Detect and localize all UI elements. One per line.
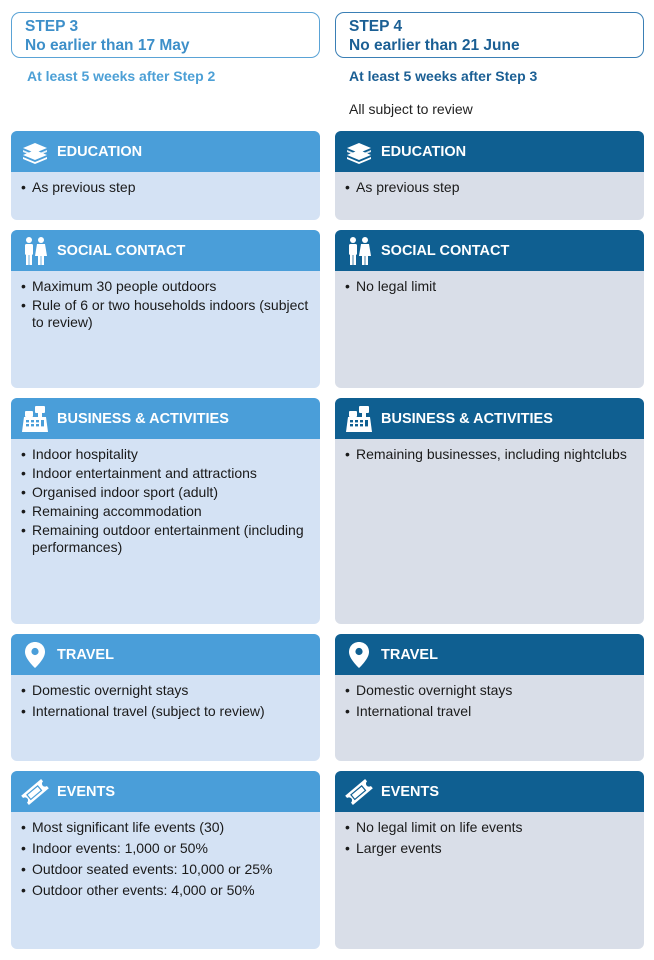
list-item: • Indoor entertainment and attractions — [21, 465, 312, 482]
social-contact-card — [11, 230, 320, 388]
ticket-icon — [344, 777, 374, 807]
people-icon — [20, 236, 50, 266]
card-title: EVENTS — [57, 783, 116, 800]
card-header — [335, 771, 644, 812]
card-header — [11, 634, 320, 675]
list-item: • No legal limit on life events — [345, 819, 636, 836]
social-contact-card — [335, 230, 644, 388]
card-header — [11, 771, 320, 812]
business-activities-card — [335, 398, 644, 624]
list-item: • As previous step — [21, 179, 312, 196]
step-title: STEP 4 — [349, 18, 403, 35]
card-header — [335, 398, 644, 439]
card-title: BUSINESS & ACTIVITIES — [57, 410, 229, 427]
card-header — [11, 230, 320, 271]
card-title: SOCIAL CONTACT — [381, 242, 510, 259]
list-item: • Outdoor other events: 4,000 or 50% — [21, 882, 312, 899]
card-header — [11, 131, 320, 172]
list-item: • Most significant life events (30) — [21, 819, 312, 836]
card-header — [335, 634, 644, 675]
review-note: All subject to review — [349, 101, 473, 117]
card-body — [335, 812, 644, 857]
card-body — [11, 439, 320, 556]
card-title: BUSINESS & ACTIVITIES — [381, 410, 553, 427]
cash-register-icon — [20, 404, 50, 434]
list-item: • Outdoor seated events: 10,000 or 25% — [21, 861, 312, 878]
card-body — [11, 271, 320, 331]
list-item: • International travel (subject to review) — [21, 703, 312, 720]
list-item: • Maximum 30 people outdoors — [21, 278, 312, 295]
location-pin-icon — [20, 640, 50, 670]
travel-card — [335, 634, 644, 761]
list-item: • Larger events — [345, 840, 636, 857]
list-item: • Rule of 6 or two households indoors (subject to review) — [21, 297, 312, 331]
list-item: • Remaining businesses, including nightclubs — [345, 446, 636, 463]
card-body — [335, 271, 644, 295]
step-date: No earlier than 21 June — [349, 37, 520, 54]
step-timing: At least 5 weeks after Step 3 — [349, 68, 538, 84]
step-title: STEP 3 — [25, 18, 79, 35]
list-item: • Domestic overnight stays — [21, 682, 312, 699]
education-card — [11, 131, 320, 220]
card-header — [335, 131, 644, 172]
list-item: • Organised indoor sport (adult) — [21, 484, 312, 501]
events-card — [11, 771, 320, 949]
people-icon — [344, 236, 374, 266]
card-body — [335, 675, 644, 720]
card-title: TRAVEL — [381, 646, 438, 663]
step-timing: At least 5 weeks after Step 2 — [27, 68, 216, 84]
education-card — [335, 131, 644, 220]
list-item: • Indoor hospitality — [21, 446, 312, 463]
list-item: • International travel — [345, 703, 636, 720]
list-item: • Remaining accommodation — [21, 503, 312, 520]
ticket-icon — [20, 777, 50, 807]
travel-card — [11, 634, 320, 761]
card-body — [11, 172, 320, 196]
list-item: • As previous step — [345, 179, 636, 196]
books-icon — [344, 137, 374, 167]
location-pin-icon — [344, 640, 374, 670]
card-body — [335, 172, 644, 196]
books-icon — [20, 137, 50, 167]
card-title: EDUCATION — [381, 143, 467, 160]
card-title: SOCIAL CONTACT — [57, 242, 186, 259]
card-title: EVENTS — [381, 783, 440, 800]
step-date: No earlier than 17 May — [25, 37, 190, 54]
list-item: • No legal limit — [345, 278, 636, 295]
card-body — [11, 812, 320, 899]
list-item: • Indoor events: 1,000 or 50% — [21, 840, 312, 857]
list-item: • Remaining outdoor entertainment (including performances) — [21, 522, 312, 556]
card-body — [11, 675, 320, 720]
step-header — [335, 12, 644, 58]
card-header — [11, 398, 320, 439]
business-activities-card — [11, 398, 320, 624]
cash-register-icon — [344, 404, 374, 434]
card-body — [335, 439, 644, 463]
step-header — [11, 12, 320, 58]
card-title: EDUCATION — [57, 143, 143, 160]
list-item: • Domestic overnight stays — [345, 682, 636, 699]
card-title: TRAVEL — [57, 646, 114, 663]
card-header — [335, 230, 644, 271]
events-card — [335, 771, 644, 949]
